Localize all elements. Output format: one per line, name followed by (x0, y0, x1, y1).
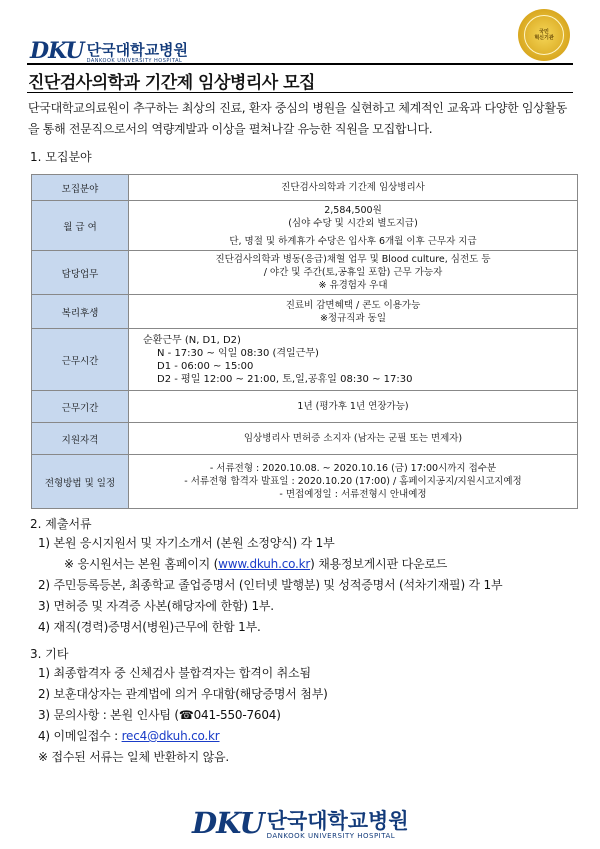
table-row (32, 175, 578, 201)
row-value: 진단검사의학과 기간제 임상병리사 (129, 175, 578, 201)
row-label: 전형방법 및 일정 (32, 455, 129, 509)
row-value: 순환근무 (N, D1, D2) N - 17:30 ~ 익일 08:30 (격일근무) D1 - 06:00 ~ 15:00 D2 - 평일 12:00 ~ 21:00, 토,일,공휴일 08:30 ~ 17:30 (129, 329, 578, 391)
logo-mark: DKU (192, 806, 264, 840)
table-row (32, 391, 578, 423)
innovation-badge-icon: 국민 혁신기관 (518, 9, 570, 61)
row-label: 근무기간 (32, 391, 129, 423)
homepage-link[interactable]: www.dkuh.co.kr (218, 557, 311, 571)
list-item: 2) 주민등록등본, 최종학교 졸업증명서 (인터넷 발행분) 및 성적증명서 (석차기재필) 각 1부 (38, 578, 503, 592)
row-label: 근무시간 (32, 329, 129, 391)
list-item: 2) 보훈대상자는 관계법에 의거 우대함(해당증명서 첨부) (38, 687, 328, 701)
intro-text: 단국대학교의료원이 추구하는 최상의 진료, 환자 중심의 병원을 실현하고 체계적인 교육과 다양한 임상활동을 통해 전문직으로서의 역량계발과 이상을 펼쳐나갈 유능한 직원을 모집합니다. (28, 101, 568, 136)
table-row (32, 251, 578, 295)
hospital-logo-footer (192, 806, 409, 840)
logo-name-en: DANKOOK UNIVERSITY HOSPITAL (86, 58, 183, 64)
row-value: 1년 (평가후 1년 연장가능) (129, 391, 578, 423)
list-item: 3) 면허증 및 자격증 사본(해당자에 한함) 1부. (38, 599, 274, 613)
list-item: 1) 본원 응시지원서 및 자기소개서 (본원 소정양식) 각 1부 (38, 536, 335, 550)
row-label: 복리후생 (32, 295, 129, 329)
table-row (32, 329, 578, 391)
list-item: 4) 이메일접수 : rec4@dkuh.co.kr (38, 729, 220, 743)
etc-list (38, 663, 328, 768)
list-item: 1) 최종합격자 중 신체검사 불합격자는 합격이 취소됨 (38, 666, 311, 680)
logo-name-en: DANKOOK UNIVERSITY HOSPITAL (266, 832, 396, 840)
email-link[interactable]: rec4@dkuh.co.kr (121, 729, 220, 743)
hospital-logo (30, 38, 188, 64)
row-value: - 서류전형 : 2020.10.08. ~ 2020.10.16 (금) 17:00시까지 접수분 - 서류전형 합격자 발표일 : 2020.10.20 (17:00) / 홈페이지공지/지원시고지예정 - 면접예정일 : 서류전형시 안내예정 (129, 455, 578, 509)
table-row (32, 423, 578, 455)
row-value: 임상병리사 면허증 소지자 (남자는 군필 또는 면제자) (129, 423, 578, 455)
page-title: 진단검사의학과 기간제 임상병리사 모집 (28, 73, 315, 93)
list-item: 4) 재직(경력)증명서(병원)근무에 한함 1부. (38, 620, 261, 634)
divider (27, 63, 573, 65)
divider (27, 92, 573, 93)
list-item: ※ 응시원서는 본원 홈페이지 (www.dkuh.co.kr) 채용정보게시판 다운로드 (64, 557, 448, 571)
recruitment-table (31, 174, 578, 509)
section-heading-documents: 2. 제출서류 (30, 517, 92, 531)
section-heading-recruit: 1. 모집분야 (30, 150, 92, 164)
row-label: 담당업무 (32, 251, 129, 295)
documents-list (38, 533, 502, 638)
row-value: 진료비 감면혜택 / 콘도 이용가능 ※정규직과 동일 (129, 295, 578, 329)
row-label: 지원자격 (32, 423, 129, 455)
row-value: 2,584,500원 (심야 수당 및 시간외 별도지급) 단, 명절 및 하계휴가 수당은 입사후 6개월 이후 근무자 지급 (129, 201, 578, 251)
logo-name-kr: 단국대학교병원 (86, 41, 189, 59)
table-row (32, 201, 578, 251)
list-item: ※ 접수된 서류는 일체 반환하지 않음. (38, 750, 230, 764)
table-row (32, 295, 578, 329)
table-row (32, 455, 578, 509)
logo-mark: DKU (30, 38, 84, 64)
row-label: 월 급 여 (32, 201, 129, 251)
row-value: 진단검사의학과 병동(응급)채혈 업무 및 Blood culture, 심전도 등 / 야간 및 주간(토,공휴일 포함) 근무 가능자 ※ 유경험자 우대 (129, 251, 578, 295)
logo-name-kr: 단국대학교병원 (266, 809, 409, 833)
section-heading-etc: 3. 기타 (30, 647, 69, 661)
row-label: 모집분야 (32, 175, 129, 201)
list-item: 3) 문의사항 : 본원 인사팀 (☎041-550-7604) (38, 708, 281, 722)
